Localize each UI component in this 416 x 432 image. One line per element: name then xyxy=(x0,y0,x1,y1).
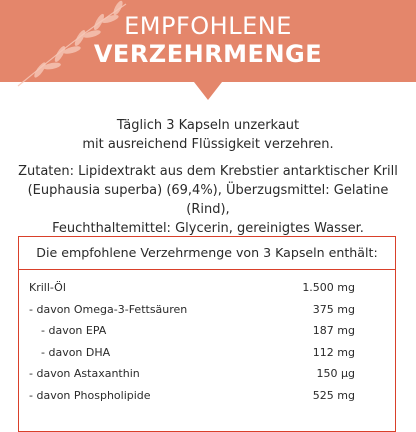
instruction-line: Täglich 3 Kapseln unzerkaut xyxy=(116,118,300,133)
nutrition-table xyxy=(18,236,396,432)
table-row xyxy=(19,299,395,321)
row-value: 112 mg xyxy=(312,345,355,359)
row-label: Krill-Öl xyxy=(29,281,66,294)
row-label: - davon EPA xyxy=(41,324,107,337)
table-row xyxy=(19,277,395,299)
row-label: - davon Phospholipide xyxy=(29,388,151,402)
dosage-instruction xyxy=(0,116,416,154)
table-row xyxy=(19,385,395,407)
row-value: 187 mg xyxy=(312,324,355,337)
table-body xyxy=(19,270,395,406)
row-value: 1.500 mg xyxy=(302,281,355,294)
page-title-line1: EMPFOHLENE xyxy=(124,12,292,40)
row-value: 150 µg xyxy=(316,367,355,380)
row-label: - davon Omega-3-Fettsäuren xyxy=(29,302,188,316)
row-value: 375 mg xyxy=(312,302,355,316)
header-banner xyxy=(0,0,416,104)
ingredients-line: Zutaten: Lipidextrakt aus dem Krebstier antarktischer Krill xyxy=(18,164,398,179)
table-row xyxy=(19,363,395,385)
instruction-line: mit ausreichend Flüssigkeit verzehren. xyxy=(82,137,334,152)
row-label: - davon DHA xyxy=(41,345,111,359)
ingredients-text xyxy=(12,162,404,238)
table-row xyxy=(19,342,395,364)
row-label: - davon Astaxanthin xyxy=(29,367,140,380)
ingredients-line: (Euphausia superba) (69,4%), Überzugsmittel: Gelatine (Rind), xyxy=(27,183,389,217)
table-row xyxy=(19,320,395,342)
ingredients-line: Feuchthaltemittel: Glycerin, gereinigtes Wasser. xyxy=(52,221,364,236)
row-value: 525 mg xyxy=(312,388,355,402)
page-title-line2: VERZEHRMENGE xyxy=(93,40,323,68)
table-header: Die empfohlene Verzehrmenge von 3 Kapseln enthält: xyxy=(19,237,395,270)
